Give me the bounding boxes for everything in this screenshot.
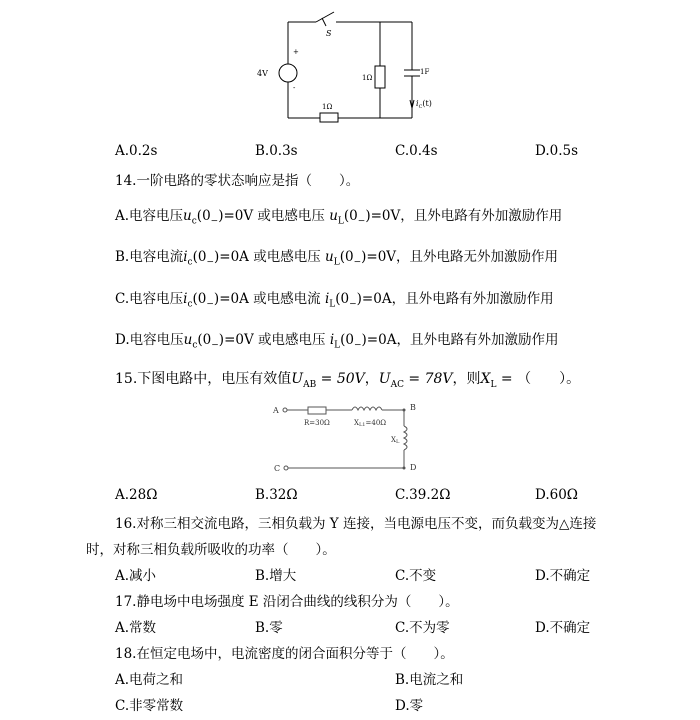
q14-c-mid: 或电感电流 (253, 291, 321, 307)
q14-c-z2: − (349, 299, 357, 310)
q14-a-e1: )=0V (218, 208, 254, 224)
q16-option-c[interactable]: C.不变 (395, 568, 437, 584)
q14-c-var2: i (324, 291, 330, 307)
q14-stem: 14.一阶电路的零状态响应是指（ ）。 (115, 173, 360, 189)
plus-label: + (293, 48, 299, 56)
q15-sep: ， (364, 371, 379, 387)
q18-stem: 18.在恒定电场中，电流密度的闭合面积分等于（ ）。 (115, 646, 454, 662)
label-a: A (273, 406, 279, 415)
minus-label: - (293, 84, 296, 92)
q17-option-b[interactable]: B.零 (255, 620, 283, 636)
label-xl1: X (354, 419, 359, 427)
current-label: i (416, 99, 419, 108)
q15-option-b[interactable]: B.32Ω (255, 487, 298, 503)
q16-stem-line1: 16.对称三相交流电路，三相负载为 Y 连接，当电源电压不变，而负载变为△连接 (115, 516, 597, 532)
q14-d-e1: )=0V (218, 332, 254, 348)
q16-option-d[interactable]: D.不确定 (535, 568, 591, 584)
q15-end: = （ ）。 (496, 371, 581, 387)
q16-stem-line2: 时，对称三相负载所吸收的功率（ ）。 (86, 542, 336, 558)
q14-d-m1: (0 (197, 332, 212, 348)
q16-option-b[interactable]: B.增大 (255, 568, 297, 584)
q14-c-m2: (0 (335, 291, 350, 307)
q14-option-b[interactable] (115, 245, 558, 268)
q14-a-e2: )=0V (365, 208, 401, 224)
q14-b-var1: i (183, 249, 188, 265)
label-xl-sub: L (395, 439, 400, 445)
q14-a-var2: u (329, 208, 338, 224)
q18-option-c[interactable]: C.非零常数 (115, 698, 184, 714)
q14-a-sub1: c (191, 216, 197, 227)
label-d: D (410, 463, 417, 472)
q14-a-mid: 或电感电压 (257, 208, 325, 224)
q14-b-sub2: L (333, 257, 340, 268)
q15-option-d[interactable]: D.60Ω (535, 487, 579, 503)
svg-text:XL1=40Ω (354, 419, 386, 428)
q14-a-m1: (0 (196, 208, 211, 224)
q14-b-z1: − (206, 257, 214, 268)
label-c: C (274, 464, 281, 473)
resistor-r (308, 407, 326, 414)
q14-c-e2: )=0A (356, 291, 392, 307)
cap-label: 1F (420, 68, 430, 76)
q14-option-a[interactable] (115, 204, 562, 227)
q14-d-post: ，且外电路有外加激励作用 (396, 332, 559, 348)
q14-d-m2: (0 (340, 332, 354, 348)
q14-c-z1: − (206, 299, 214, 310)
q14-b-m2: (0 (339, 249, 354, 265)
q14-c-sub2: L (329, 299, 336, 310)
q14-d-sub1: c (192, 340, 198, 351)
q16-option-a[interactable]: A.减小 (115, 568, 157, 584)
node-b (403, 409, 406, 412)
q18-option-a[interactable]: A.电荷之和 (115, 672, 184, 688)
q14-a-post: ，且外电路有外加激励作用 (400, 208, 563, 224)
q14-a-m2: (0 (343, 208, 358, 224)
voltage-source (279, 64, 297, 82)
label-xl1-val: =40Ω (365, 419, 387, 427)
q14-a-var1: u (183, 208, 192, 224)
label-b: B (410, 403, 416, 412)
q14-b-post: ，且外电路无外加激励作用 (396, 249, 559, 265)
q14-d-mid: 或电感电压 (258, 332, 326, 348)
q13-option-b[interactable]: B.0.3s (255, 143, 298, 159)
q14-d-var1: u (183, 332, 193, 348)
q15-s2: AC (390, 379, 404, 390)
q15-u2: U (378, 371, 391, 387)
q15-mid: ，则 (452, 371, 481, 387)
svg-text:iC(t) (416, 99, 432, 110)
q18-option-b[interactable]: B.电流之和 (395, 672, 464, 688)
q14-b-e2: )=0V (361, 249, 397, 265)
q14-c-var1: i (183, 291, 188, 307)
q14-b-pre: B.电容电流 (115, 249, 184, 265)
q14-d-z1: − (211, 340, 219, 351)
q13-option-c[interactable]: C.0.4s (395, 143, 438, 159)
q14-c-e1: )=0A (213, 291, 249, 307)
r-bottom-label: 1Ω (322, 103, 333, 111)
q15-u1: U (291, 371, 304, 387)
svg-text:XL (391, 436, 400, 445)
q15-option-a[interactable]: A.28Ω (115, 487, 158, 503)
terminal-c (284, 466, 288, 470)
switch-label: S (326, 29, 332, 38)
q17-option-a[interactable]: A.常数 (115, 620, 157, 636)
q14-b-z2: − (353, 257, 362, 268)
q14-d-sub2: L (334, 340, 341, 351)
current-sub: C (418, 104, 423, 110)
q14-b-var2: u (325, 249, 334, 265)
resistor-bottom (320, 113, 338, 122)
q15-pre: 15.下图电路中，电压有效值 (115, 371, 292, 387)
circuit-figure-2 (268, 398, 428, 478)
q13-option-d[interactable]: D.0.5s (535, 143, 579, 159)
q14-d-z2: − (353, 340, 362, 351)
q14-a-pre: A.电容电压 (115, 208, 184, 224)
q15-stem (115, 368, 580, 390)
q14-d-var2: i (329, 332, 335, 348)
q15-e1: = 50V (316, 371, 365, 387)
q14-b-e1: )=0A (214, 249, 249, 265)
q14-c-sub1: c (187, 299, 193, 310)
q17-option-c[interactable]: C.不为零 (395, 620, 450, 636)
q14-a-z2: − (357, 216, 366, 227)
q15-xs: L (490, 379, 497, 390)
q14-b-m1: (0 (192, 249, 207, 265)
r-mid-label: 1Ω (362, 74, 373, 82)
q14-b-mid: 或电感电压 (253, 249, 321, 265)
q18-option-d[interactable]: D.零 (395, 698, 424, 714)
label-xl: X (391, 436, 396, 444)
current-arg: (t) (422, 99, 432, 108)
label-xl1-sub: L1 (358, 422, 366, 428)
source-label: 4V (257, 69, 268, 78)
q14-option-d[interactable] (115, 328, 558, 351)
node-d (403, 467, 406, 470)
q14-d-e2: )=0A (361, 332, 397, 348)
q14-a-z1: − (210, 216, 219, 227)
resistor-mid (375, 66, 385, 88)
q15-x: X (480, 371, 491, 387)
q14-option-c[interactable] (115, 287, 554, 310)
q15-s1: AB (303, 379, 317, 390)
q17-option-d[interactable]: D.不确定 (535, 620, 591, 636)
q15-e2: = 78V (403, 371, 453, 387)
q14-b-sub1: c (187, 257, 193, 268)
circuit-figure-1 (240, 8, 440, 126)
q14-a-sub2: L (337, 216, 344, 227)
terminal-a (283, 408, 287, 412)
q15-option-c[interactable]: C.39.2Ω (395, 487, 451, 503)
q14-d-pre: D.电容电压 (115, 332, 184, 348)
q14-c-post: ，且外电路有外加激励作用 (391, 291, 554, 307)
q13-option-a[interactable]: A.0.2s (115, 143, 158, 159)
q14-c-pre: C.电容电压 (115, 291, 184, 307)
q17-stem: 17.静电场中电场强度 E 沿闭合曲线的线积分为（ ）。 (115, 594, 459, 610)
label-r: R=30Ω (304, 419, 330, 427)
q14-c-m1: (0 (192, 291, 207, 307)
